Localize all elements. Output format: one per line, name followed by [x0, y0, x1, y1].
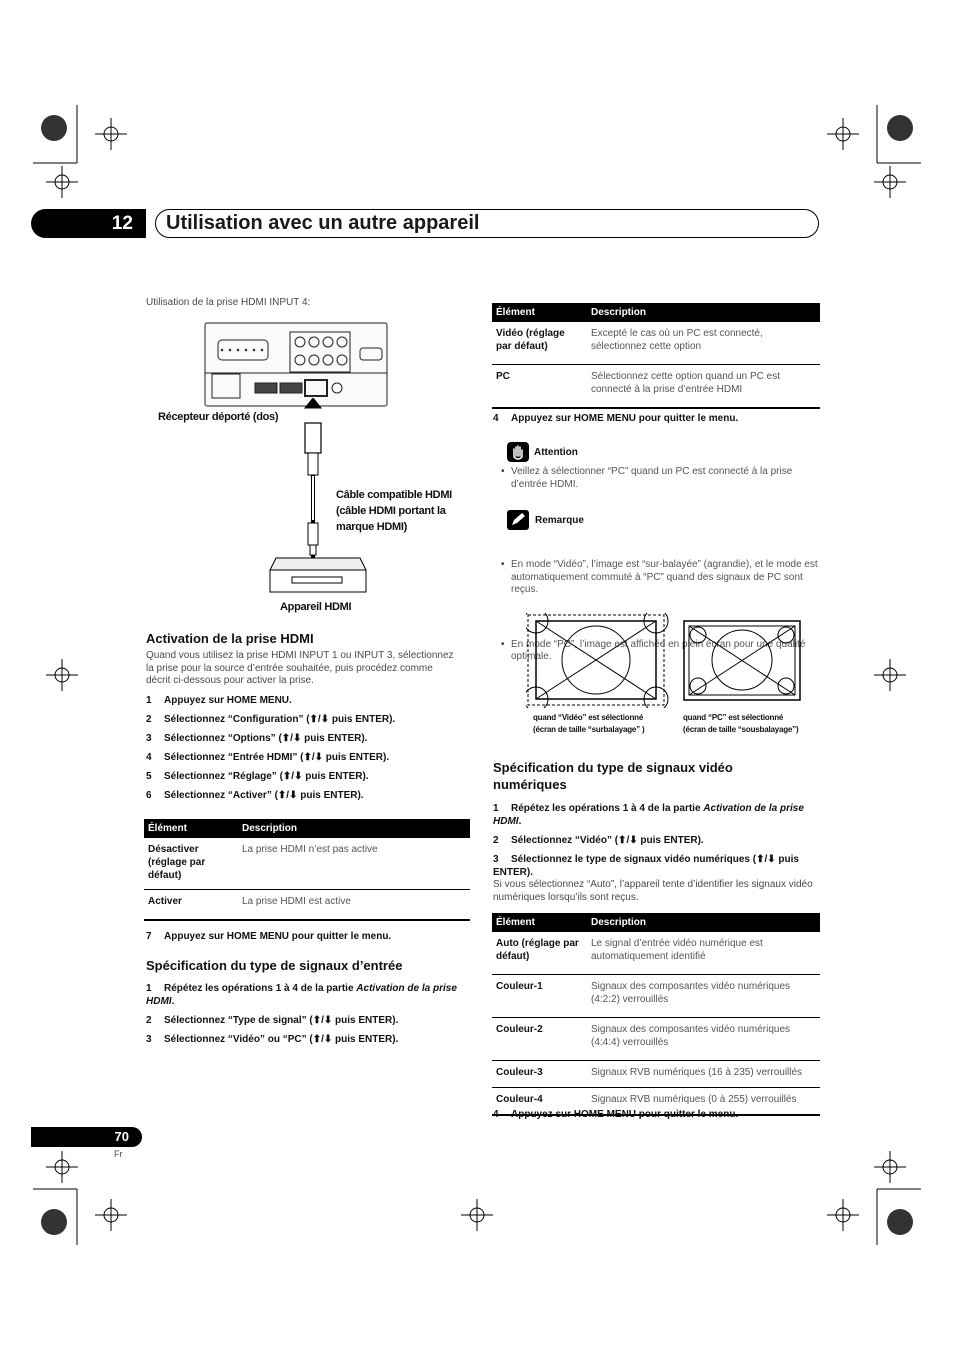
hdmi-device-icon: [268, 556, 368, 596]
device-label: Appareil HDMI: [280, 601, 352, 613]
step: 3 Sélectionnez “Options” (⬆/⬇ puis ENTER).: [146, 733, 368, 744]
hand-stop-icon: [507, 442, 529, 462]
attention-item: • Veillez à sélectionner “PC” quand un PC est connecté à la prise d’entrée HDMI.: [501, 466, 829, 491]
caption-video-2: (écran de taille “surbalayage” ): [533, 725, 645, 734]
table-row: Désactiver (réglage par défaut) La prise HDMI n’est pas active: [144, 838, 470, 890]
caption-pc-1: quand “PC” est sélectionné: [683, 713, 784, 722]
table-row: Couleur-1 Signaux des composantes vidéo numériques (4:2:2) verrouillés: [492, 975, 820, 1018]
table-activation: [144, 819, 470, 921]
cable-label-1: Câble compatible HDMI: [336, 489, 452, 501]
remarque-item: • En mode “PC”, l’image est affichée en plein écran pour une qualité optimale.: [501, 639, 829, 664]
table-digital-video: [492, 913, 820, 1116]
table-row: Activer La prise HDMI est active: [144, 890, 470, 921]
chapter-number: 12: [31, 209, 146, 238]
caption-video-1: quand “Vidéo” est sélectionné: [533, 713, 644, 722]
section-body-digital-video: Si vous sélectionnez “Auto”, l’appareil tente d’identifier les signaux vidéo numériques lorsqu’ils sont reçus.: [493, 879, 813, 903]
attention-title: Attention: [534, 447, 578, 458]
table-header: Description: [587, 913, 820, 932]
table-header: Description: [238, 819, 470, 838]
cable-label-2: (câble HDMI portant la: [336, 505, 446, 517]
section-body-activation: Quand vous utilisez la prise HDMI INPUT 1 ou INPUT 3, sélectionnez la prise pour la source d’entrée souhaitée, puis procédez comme décrit ci-dessous pour activer la prise.: [146, 650, 454, 686]
step: 1 Appuyez sur HOME MENU.: [146, 695, 292, 706]
step: 1 Répétez les opérations 1 à 4 de la partie Activation de la prise HDMI.: [146, 983, 457, 1007]
language-code: Fr: [114, 1149, 123, 1159]
table-row: Couleur-3 Signaux RVB numériques (16 à 235) verrouillés: [492, 1061, 820, 1088]
step: 6 Sélectionnez “Activer” (⬆/⬇ puis ENTER).: [146, 790, 364, 801]
table-header: Élément: [144, 819, 238, 838]
step: 3 Sélectionnez le type de signaux vidéo numériques (⬆/⬇ puis ENTER).: [493, 854, 799, 878]
step: 4 Appuyez sur HOME MENU pour quitter le menu.: [493, 1109, 739, 1120]
table-header: Description: [587, 303, 820, 322]
section-title-input-signal: Spécification du type de signaux d’entrée: [146, 958, 403, 973]
receiver-back-panel: [200, 318, 390, 410]
page-number: 70: [31, 1127, 142, 1147]
steps-activation: [146, 694, 476, 802]
section-title-digital-video: Spécification du type de signaux vidéo numériques: [493, 760, 733, 792]
remarque-item: • En mode “Vidéo”, l’image est “sur-balayée” (agrandie), et le mode est automatiquement commuté à “PC” quand des signaux de PC sont reçus.: [501, 559, 829, 597]
section-title-activation: Activation de la prise HDMI: [146, 631, 314, 646]
step: 1 Répétez les opérations 1 à 4 de la partie Activation de la prise HDMI.: [493, 803, 804, 827]
pencil-note-icon: [507, 510, 529, 530]
table-header: Élément: [492, 913, 587, 932]
table-row: Couleur-4 Signaux RVB numériques (0 à 255) verrouillés: [492, 1088, 820, 1116]
step: 5 Sélectionnez “Réglage” (⬆/⬇ puis ENTER).: [146, 771, 369, 782]
chapter-title: Utilisation avec un autre appareil: [155, 209, 819, 238]
scan-mode-illustration: [526, 613, 816, 708]
table-header: Élément: [492, 303, 587, 322]
step: 4 Sélectionnez “Entrée HDMI” (⬆/⬇ puis ENTER).: [146, 752, 390, 763]
table-row: Vidéo (réglage par défaut) Excepté le cas où un PC est connecté, sélectionnez cette option: [492, 322, 820, 365]
step: 2 Sélectionnez “Type de signal” (⬆/⬇ puis ENTER).: [146, 1015, 399, 1026]
cable-label-3: marque HDMI): [336, 521, 407, 533]
hdmi-cable-icon: [295, 398, 335, 573]
table-row: Auto (réglage par défaut) Le signal d’entrée vidéo numérique est automatiquement identifié: [492, 932, 820, 975]
step: 2 Sélectionnez “Vidéo” (⬆/⬇ puis ENTER).: [493, 835, 704, 846]
receiver-label: Récepteur déporté (dos): [158, 411, 279, 423]
intro-text: Utilisation de la prise HDMI INPUT 4:: [146, 297, 311, 308]
table-row: PC Sélectionnez cette option quand un PC est connecté à la prise d’entrée HDMI: [492, 365, 820, 409]
caption-pc-2: (écran de taille “sousbalayage”): [683, 725, 799, 734]
step: 3 Sélectionnez “Vidéo” ou “PC” (⬆/⬇ puis ENTER).: [146, 1034, 399, 1045]
step: 4 Appuyez sur HOME MENU pour quitter le menu.: [493, 413, 739, 424]
step: 2 Sélectionnez “Configuration” (⬆/⬇ puis ENTER).: [146, 714, 396, 725]
table-row: Couleur-2 Signaux des composantes vidéo numériques (4:4:4) verrouillés: [492, 1018, 820, 1061]
remarque-title: Remarque: [535, 515, 584, 526]
table-signal-type: [492, 303, 820, 409]
step: 7 Appuyez sur HOME MENU pour quitter le menu.: [146, 931, 392, 942]
